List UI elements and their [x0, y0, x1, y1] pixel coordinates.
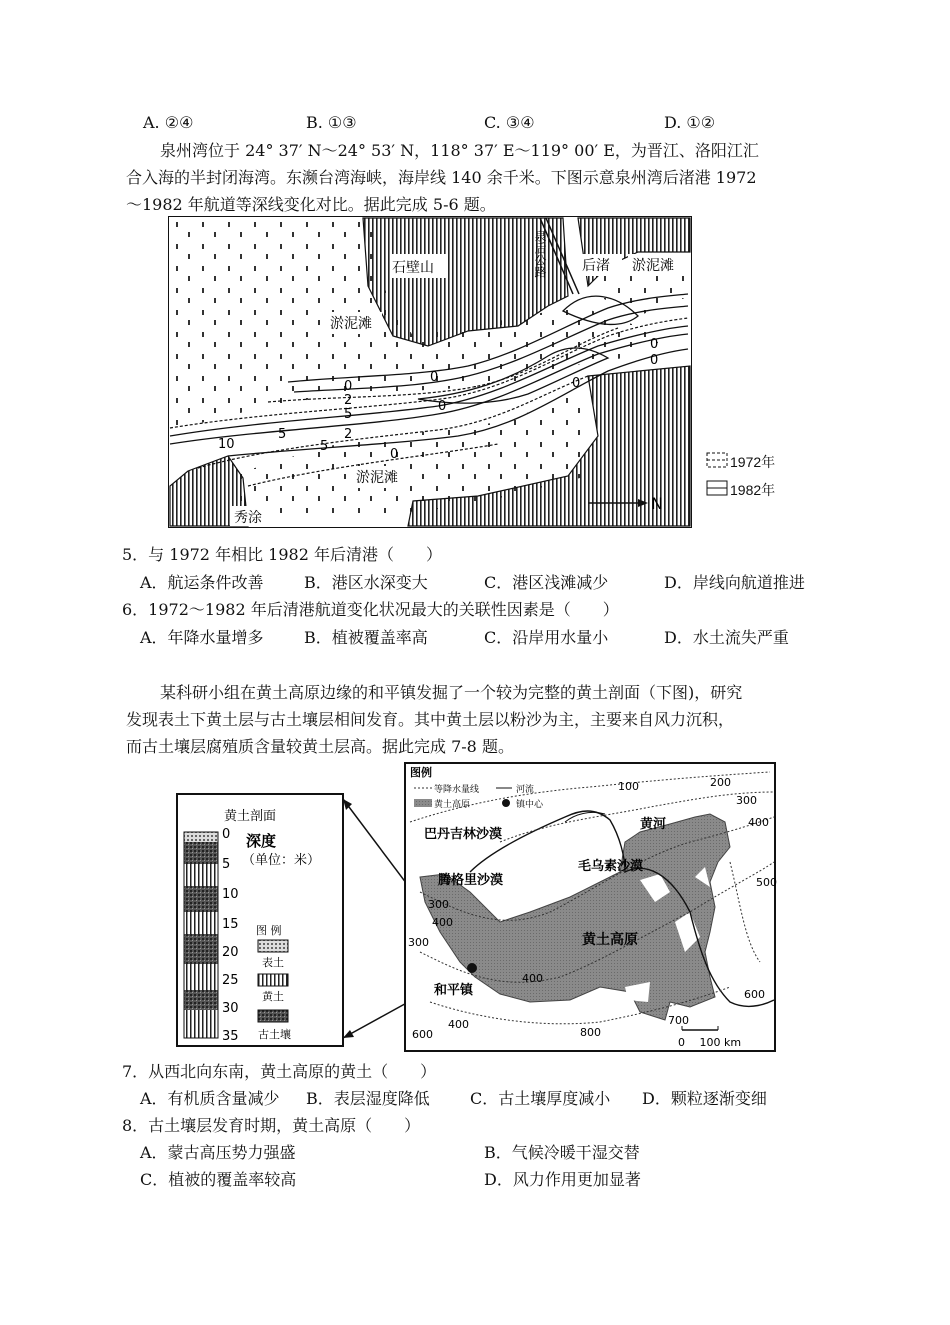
q7-option-b: B．表层湿度降低 [306, 1089, 430, 1108]
legend-river-label: 河流 [516, 785, 535, 795]
isohyet-label: 400 [448, 1018, 469, 1031]
passage2-line3: 而古土壤层腐殖质含量较黄土层高。据此完成 7-8 题。 [126, 737, 514, 756]
q4-option-b: B. ①③ [306, 113, 357, 132]
depth-tick: 5 [222, 857, 231, 872]
map2-legend-title: 图例 [410, 766, 432, 779]
depth-label: 0 [390, 447, 399, 462]
depth-tick: 30 [222, 1001, 239, 1016]
isohyet-label: 300 [736, 794, 757, 807]
loess-figure [170, 762, 778, 1054]
channel-depth-map [168, 216, 692, 528]
depth-label: 2 [344, 393, 353, 408]
isohyet-label: 300 [428, 898, 449, 911]
q5-option-a: A．航运条件改善 [140, 573, 264, 592]
legend-surface-label: 表土 [262, 956, 284, 969]
depth-label: 0 [344, 379, 353, 394]
depth-tick: 0 [222, 827, 231, 842]
q5-option-b: B．港区水深变大 [304, 573, 428, 592]
isohyet-label: 700 [668, 1014, 689, 1027]
isohyet-label: 400 [432, 916, 453, 929]
heping-label: 和平镇 [434, 983, 474, 998]
heping-town-icon [467, 963, 477, 973]
depth-label: 5 [320, 439, 329, 454]
q6-option-d: D．水土流失严重 [664, 628, 789, 647]
depth-tick: 15 [222, 917, 239, 932]
isohyet-label: 300 [408, 936, 429, 949]
map1-label-yunitan-right: 淤泥滩 [632, 258, 674, 274]
depth-label: 5 [278, 427, 287, 442]
legend-swatches [706, 452, 730, 502]
depth-unit: （单位：米） [242, 853, 321, 868]
depth-tick: 20 [222, 945, 239, 960]
isohyet-label: 600 [744, 988, 765, 1001]
map1-label-shibishan: 石壁山 [392, 260, 434, 276]
q8-option-d: D．风力作用更加显著 [484, 1170, 641, 1189]
q8-option-a: A．蒙古高压势力强盛 [140, 1143, 296, 1162]
q8-option-c: C．植被的覆盖率较高 [140, 1170, 297, 1189]
q6-stem: 6．1972～1982 年后清港航道变化状况最大的关联性因素是（ ） [122, 600, 619, 619]
depth-tick: 25 [222, 973, 239, 988]
plateau-label: 黄土高原 [582, 932, 638, 948]
profile-title: 黄土剖面 [224, 809, 277, 824]
passage2-line1: 某科研小组在黄土高原边缘的和平镇发掘了一个较为完整的黄土剖面（下图)，研究 [160, 683, 743, 702]
q7-option-a: A．有机质含量减少 [140, 1089, 280, 1108]
q7-stem: 7．从西北向东南，黄土高原的黄土（ ） [122, 1062, 437, 1081]
q6-option-a: A．年降水量增多 [140, 628, 264, 647]
isohyet-label: 400 [522, 972, 543, 985]
legend-plateau-label: 黄土高原 [434, 800, 471, 810]
q4-option-c: C. ③④ [484, 113, 535, 132]
profile-legend-title: 图 例 [256, 924, 282, 937]
q5-option-d: D．岸线向航道推进 [664, 573, 805, 592]
q8-stem: 8．古土壤层发育时期，黄土高原（ ） [122, 1116, 421, 1135]
map1-label-houzhu: 后渚 [582, 258, 610, 274]
passage1-line3: ～1982 年航道等深线变化对比。据此完成 5-6 题。 [126, 195, 496, 214]
profile-column [184, 832, 218, 1038]
depth-label: 2 [344, 427, 353, 442]
depth-label: 0 [438, 399, 447, 414]
map1-label-xiutu: 秀涂 [234, 510, 262, 526]
legend-1982: 1982年 [730, 482, 776, 498]
legend-1972: 1972年 [730, 454, 776, 470]
tengger-label: 腾格里沙漠 [438, 873, 504, 888]
isohyet-label: 600 [412, 1028, 433, 1041]
depth-tick: 35 [222, 1029, 239, 1044]
north-label: N [651, 494, 663, 513]
q6-option-c: C．沿岸用水量小 [484, 628, 609, 647]
yellow-river-label: 黄河 [640, 817, 667, 832]
q5-option-c: C．港区浅滩减少 [484, 573, 609, 592]
isohyet-label: 500 [756, 876, 777, 889]
legend-loess-label: 黄土 [262, 990, 284, 1003]
legend-town-label: 镇中心 [516, 800, 544, 810]
depth-label: 0 [430, 370, 439, 385]
muus-label: 毛乌素沙漠 [578, 859, 644, 874]
passage1-line1: 泉州湾位于 24° 37′ N～24° 53′ N，118° 37′ E～119° 00′ E，为晋江、洛阳江汇 [160, 141, 759, 160]
map1-label-yunitan-left: 淤泥滩 [330, 316, 372, 332]
legend-paleosol-label: 古土壤 [258, 1028, 291, 1041]
q4-option-d: D. ①② [664, 113, 716, 132]
isohyet-label: 200 [710, 776, 731, 789]
passage2-line2: 发现表土下黄土层与古土壤层相间发育。其中黄土层以粉沙为主，主要来自风力沉积， [126, 710, 735, 729]
depth-tick: 10 [222, 887, 239, 902]
map1-label-road: 泉后公路 [533, 230, 547, 278]
isohyet-label: 100 [618, 780, 639, 793]
q4-option-a: A. ②④ [143, 113, 194, 132]
q8-option-b: B．气候冷暖干湿交替 [484, 1143, 640, 1162]
depth-label: 0 [572, 376, 581, 391]
legend-isohyet-label: 等降水量线 [434, 785, 480, 795]
q6-option-b: B．植被覆盖率高 [304, 628, 428, 647]
isohyet-label: 400 [748, 816, 769, 829]
isohyet-label: 800 [580, 1026, 601, 1039]
depth-label: 10 [218, 437, 235, 452]
q7-option-c: C．古土壤厚度减小 [470, 1089, 611, 1108]
map1-label-yunitan-bottom: 淤泥滩 [356, 470, 398, 486]
depth-label: 0 [650, 337, 659, 352]
depth-label: 0 [650, 353, 659, 368]
depth-label: 5 [344, 407, 353, 422]
passage1-line2: 合入海的半封闭海湾。东濒台湾海峡，海岸线 140 余千米。下图示意泉州湾后渚港 1972 [126, 168, 757, 187]
q7-option-d: D．颗粒逐渐变细 [642, 1089, 767, 1108]
depth-title: 深度 [246, 832, 277, 850]
scale-label: 0 100 km [678, 1036, 742, 1049]
badain-label: 巴丹吉林沙漠 [424, 827, 503, 842]
q5-stem: 5．与 1972 年相比 1982 年后清港（ ） [122, 545, 442, 564]
